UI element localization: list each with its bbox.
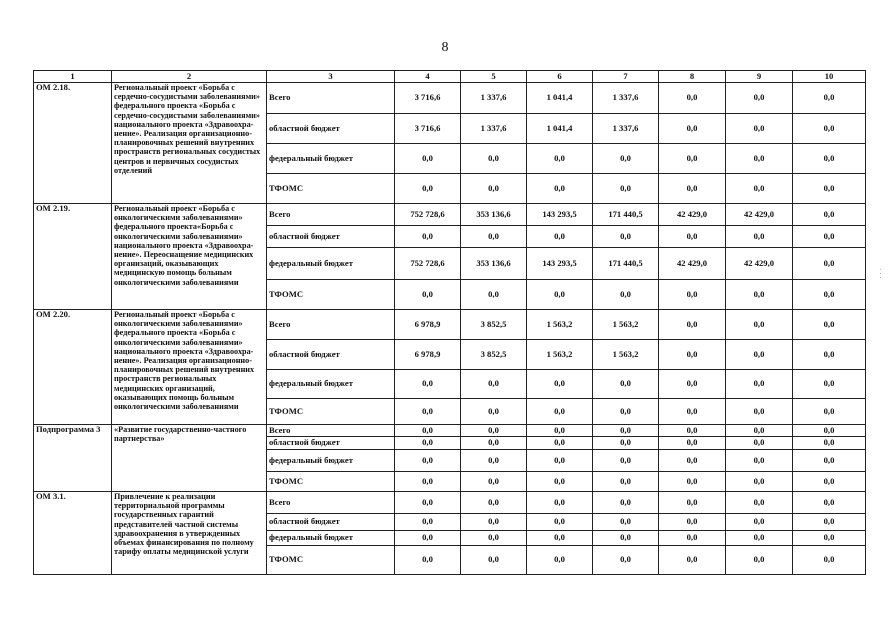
funding-source: ТФОМС — [267, 472, 395, 492]
amount-cell: 0,0 — [461, 144, 527, 174]
table-row — [34, 492, 866, 514]
amount-cell: 1 337,6 — [593, 83, 659, 114]
amount-cell: 0,0 — [461, 546, 527, 575]
amount-cell: 0,0 — [793, 514, 866, 531]
amount-cell: 0,0 — [659, 340, 726, 370]
amount-cell: 0,0 — [793, 114, 866, 144]
amount-cell: 1 337,6 — [461, 83, 527, 114]
amount-cell: 0,0 — [659, 437, 726, 450]
amount-cell: 752 728,6 — [395, 204, 461, 226]
funding-source: Всего — [267, 83, 395, 114]
amount-cell: 0,0 — [659, 370, 726, 399]
amount-cell: 0,0 — [461, 280, 527, 310]
amount-cell: 1 563,2 — [593, 310, 659, 340]
amount-cell: 143 293,5 — [527, 248, 593, 280]
amount-cell: 0,0 — [395, 450, 461, 472]
amount-cell: 0,0 — [527, 226, 593, 248]
amount-cell: 0,0 — [395, 531, 461, 546]
amount-cell: 0,0 — [593, 514, 659, 531]
amount-cell: 0,0 — [593, 492, 659, 514]
column-header: 7 — [593, 71, 659, 83]
amount-cell: 0,0 — [395, 546, 461, 575]
column-header: 9 — [726, 71, 793, 83]
funding-source: Всего — [267, 492, 395, 514]
funding-source: федеральный бюджет — [267, 531, 395, 546]
table-row — [34, 425, 866, 437]
amount-cell: 6 978,9 — [395, 340, 461, 370]
amount-cell: 0,0 — [527, 531, 593, 546]
measure-description: «Развитие государственно-частного партнерства» — [112, 425, 267, 492]
funding-source: федеральный бюджет — [267, 370, 395, 399]
amount-cell: 0,0 — [395, 399, 461, 425]
amount-cell: 0,0 — [527, 399, 593, 425]
amount-cell: 0,0 — [659, 492, 726, 514]
amount-cell: 0,0 — [527, 280, 593, 310]
measure-code: ОМ 2.19. — [34, 204, 112, 310]
amount-cell: 0,0 — [659, 546, 726, 575]
amount-cell: 0,0 — [793, 492, 866, 514]
amount-cell: 1 563,2 — [527, 310, 593, 340]
amount-cell: 0,0 — [793, 204, 866, 226]
amount-cell: 0,0 — [659, 450, 726, 472]
amount-cell: 0,0 — [793, 472, 866, 492]
amount-cell: 0,0 — [726, 425, 793, 437]
amount-cell: 0,0 — [461, 437, 527, 450]
amount-cell: 0,0 — [726, 226, 793, 248]
amount-cell: 0,0 — [793, 310, 866, 340]
amount-cell: 0,0 — [461, 531, 527, 546]
amount-cell: 0,0 — [527, 174, 593, 204]
amount-cell: 0,0 — [726, 280, 793, 310]
amount-cell: 1 337,6 — [461, 114, 527, 144]
amount-cell: 0,0 — [593, 280, 659, 310]
amount-cell: 0,0 — [659, 144, 726, 174]
scan-margin-mark: · · · — [876, 268, 884, 279]
amount-cell: 42 429,0 — [659, 204, 726, 226]
measure-code: ОМ 2.20. — [34, 310, 112, 425]
amount-cell: 0,0 — [461, 514, 527, 531]
amount-cell: 0,0 — [395, 437, 461, 450]
amount-cell: 353 136,6 — [461, 248, 527, 280]
amount-cell: 0,0 — [461, 425, 527, 437]
column-header: 8 — [659, 71, 726, 83]
funding-source: федеральный бюджет — [267, 144, 395, 174]
amount-cell: 0,0 — [726, 514, 793, 531]
amount-cell: 0,0 — [593, 546, 659, 575]
column-header: 3 — [267, 71, 395, 83]
amount-cell: 0,0 — [395, 492, 461, 514]
amount-cell: 0,0 — [726, 174, 793, 204]
amount-cell: 0,0 — [793, 280, 866, 310]
column-header: 2 — [112, 71, 267, 83]
amount-cell: 1 337,6 — [593, 114, 659, 144]
amount-cell: 0,0 — [659, 425, 726, 437]
amount-cell: 0,0 — [726, 370, 793, 399]
measure-description: Региональный проект «Борьба с сердечно-сосудистыми заболеваниями» федерального проекта «Борьба с сердечно-сосудистыми заболеваниями» национального проекта «Здравоохра-нение». Реализация организационно-планировочных решений внутренних пространств региональных сосудистых центров и первичных сосудистых отделений — [112, 83, 267, 204]
measure-code: Подпрограмма 3 — [34, 425, 112, 492]
amount-cell: 0,0 — [461, 226, 527, 248]
funding-source: Всего — [267, 310, 395, 340]
amount-cell: 0,0 — [726, 144, 793, 174]
amount-cell: 0,0 — [659, 531, 726, 546]
amount-cell: 0,0 — [793, 531, 866, 546]
amount-cell: 0,0 — [659, 114, 726, 144]
amount-cell: 0,0 — [527, 472, 593, 492]
amount-cell: 0,0 — [726, 310, 793, 340]
amount-cell: 0,0 — [793, 425, 866, 437]
funding-source: Всего — [267, 204, 395, 226]
amount-cell: 0,0 — [793, 340, 866, 370]
amount-cell: 0,0 — [793, 226, 866, 248]
amount-cell: 0,0 — [659, 399, 726, 425]
amount-cell: 0,0 — [395, 514, 461, 531]
amount-cell: 0,0 — [527, 370, 593, 399]
amount-cell: 0,0 — [793, 144, 866, 174]
funding-source: областной бюджет — [267, 437, 395, 450]
amount-cell: 0,0 — [527, 492, 593, 514]
amount-cell: 0,0 — [793, 399, 866, 425]
budget-table — [33, 70, 866, 575]
amount-cell: 0,0 — [527, 514, 593, 531]
amount-cell: 0,0 — [593, 144, 659, 174]
amount-cell: 42 429,0 — [726, 248, 793, 280]
amount-cell: 0,0 — [527, 425, 593, 437]
amount-cell: 0,0 — [593, 370, 659, 399]
table-body — [34, 83, 866, 575]
amount-cell: 0,0 — [726, 114, 793, 144]
funding-source: областной бюджет — [267, 226, 395, 248]
measure-code: ОМ 2.18. — [34, 83, 112, 204]
amount-cell: 0,0 — [793, 248, 866, 280]
amount-cell: 0,0 — [793, 370, 866, 399]
table-row — [34, 310, 866, 340]
amount-cell: 3 852,5 — [461, 340, 527, 370]
amount-cell: 0,0 — [593, 174, 659, 204]
amount-cell: 0,0 — [726, 83, 793, 114]
amount-cell: 0,0 — [726, 546, 793, 575]
funding-source: ТФОМС — [267, 399, 395, 425]
amount-cell: 0,0 — [659, 226, 726, 248]
amount-cell: 0,0 — [527, 450, 593, 472]
amount-cell: 1 563,2 — [593, 340, 659, 370]
page-number: 8 — [441, 40, 449, 55]
amount-cell: 171 440,5 — [593, 248, 659, 280]
amount-cell: 0,0 — [659, 514, 726, 531]
table-row — [34, 204, 866, 226]
funding-source: федеральный бюджет — [267, 450, 395, 472]
amount-cell: 0,0 — [395, 472, 461, 492]
amount-cell: 0,0 — [793, 546, 866, 575]
column-header: 6 — [527, 71, 593, 83]
amount-cell: 0,0 — [726, 340, 793, 370]
amount-cell: 0,0 — [659, 310, 726, 340]
amount-cell: 0,0 — [461, 492, 527, 514]
funding-source: областной бюджет — [267, 114, 395, 144]
amount-cell: 0,0 — [726, 531, 793, 546]
measure-description: Региональный проект «Борьба с онкологическими заболеваниями» федерального проекта«Борьба с онкологическими заболеваниями» национального проекта «Здравоохра-нение». Переоснащение медицинских организаций, оказывающих медицинскую помощь больным онкологическими заболеваниями — [112, 204, 267, 310]
amount-cell: 1 563,2 — [527, 340, 593, 370]
column-header: 1 — [34, 71, 112, 83]
amount-cell: 0,0 — [461, 450, 527, 472]
amount-cell: 353 136,6 — [461, 204, 527, 226]
amount-cell: 1 041,4 — [527, 83, 593, 114]
amount-cell: 3 852,5 — [461, 310, 527, 340]
amount-cell: 0,0 — [395, 280, 461, 310]
amount-cell: 0,0 — [461, 174, 527, 204]
amount-cell: 0,0 — [793, 450, 866, 472]
amount-cell: 0,0 — [593, 425, 659, 437]
funding-source: ТФОМС — [267, 546, 395, 575]
amount-cell: 0,0 — [395, 425, 461, 437]
funding-source: ТФОМС — [267, 174, 395, 204]
amount-cell: 0,0 — [395, 144, 461, 174]
amount-cell: 1 041,4 — [527, 114, 593, 144]
funding-source: ТФОМС — [267, 280, 395, 310]
amount-cell: 0,0 — [593, 472, 659, 492]
amount-cell: 0,0 — [395, 226, 461, 248]
amount-cell: 3 716,6 — [395, 114, 461, 144]
table-row — [34, 83, 866, 114]
amount-cell: 3 716,6 — [395, 83, 461, 114]
amount-cell: 0,0 — [726, 472, 793, 492]
amount-cell: 42 429,0 — [726, 204, 793, 226]
amount-cell: 0,0 — [593, 226, 659, 248]
amount-cell: 0,0 — [659, 472, 726, 492]
column-header: 4 — [395, 71, 461, 83]
measure-description: Региональный проект «Борьба с онкологическими заболеваниями» федерального проекта «Борьба с онкологическими заболеваниями» национального проекта «Здравоохра-нение». Реализация организационно-планировочных решений внутренних пространств региональных медицинских организаций, оказывающих помощь больным онкологическими заболеваниями — [112, 310, 267, 425]
amount-cell: 42 429,0 — [659, 248, 726, 280]
amount-cell: 0,0 — [659, 280, 726, 310]
amount-cell: 0,0 — [726, 450, 793, 472]
amount-cell: 752 728,6 — [395, 248, 461, 280]
amount-cell: 0,0 — [527, 144, 593, 174]
amount-cell: 0,0 — [593, 531, 659, 546]
amount-cell: 0,0 — [461, 472, 527, 492]
amount-cell: 0,0 — [659, 174, 726, 204]
funding-source: федеральный бюджет — [267, 248, 395, 280]
amount-cell: 0,0 — [793, 83, 866, 114]
measure-code: ОМ 3.1. — [34, 492, 112, 575]
column-header: 5 — [461, 71, 527, 83]
amount-cell: 0,0 — [726, 492, 793, 514]
amount-cell: 171 440,5 — [593, 204, 659, 226]
measure-description: Привлечение к реализации территориальной программы государственных гарантий представителей частной системы здравоохранения в утвержденных объемах финансирования по полному тарифу оплаты медицинской услуги — [112, 492, 267, 575]
amount-cell: 0,0 — [461, 370, 527, 399]
amount-cell: 0,0 — [527, 437, 593, 450]
amount-cell: 0,0 — [593, 437, 659, 450]
header-row — [34, 71, 866, 83]
amount-cell: 143 293,5 — [527, 204, 593, 226]
funding-source: областной бюджет — [267, 514, 395, 531]
amount-cell: 0,0 — [793, 174, 866, 204]
amount-cell: 0,0 — [395, 174, 461, 204]
amount-cell: 6 978,9 — [395, 310, 461, 340]
amount-cell: 0,0 — [395, 370, 461, 399]
funding-source: Всего — [267, 425, 395, 437]
amount-cell: 0,0 — [793, 437, 866, 450]
column-header: 10 — [793, 71, 866, 83]
amount-cell: 0,0 — [461, 399, 527, 425]
amount-cell: 0,0 — [593, 450, 659, 472]
amount-cell: 0,0 — [593, 399, 659, 425]
funding-source: областной бюджет — [267, 340, 395, 370]
amount-cell: 0,0 — [726, 399, 793, 425]
amount-cell: 0,0 — [726, 437, 793, 450]
amount-cell: 0,0 — [527, 546, 593, 575]
amount-cell: 0,0 — [659, 83, 726, 114]
